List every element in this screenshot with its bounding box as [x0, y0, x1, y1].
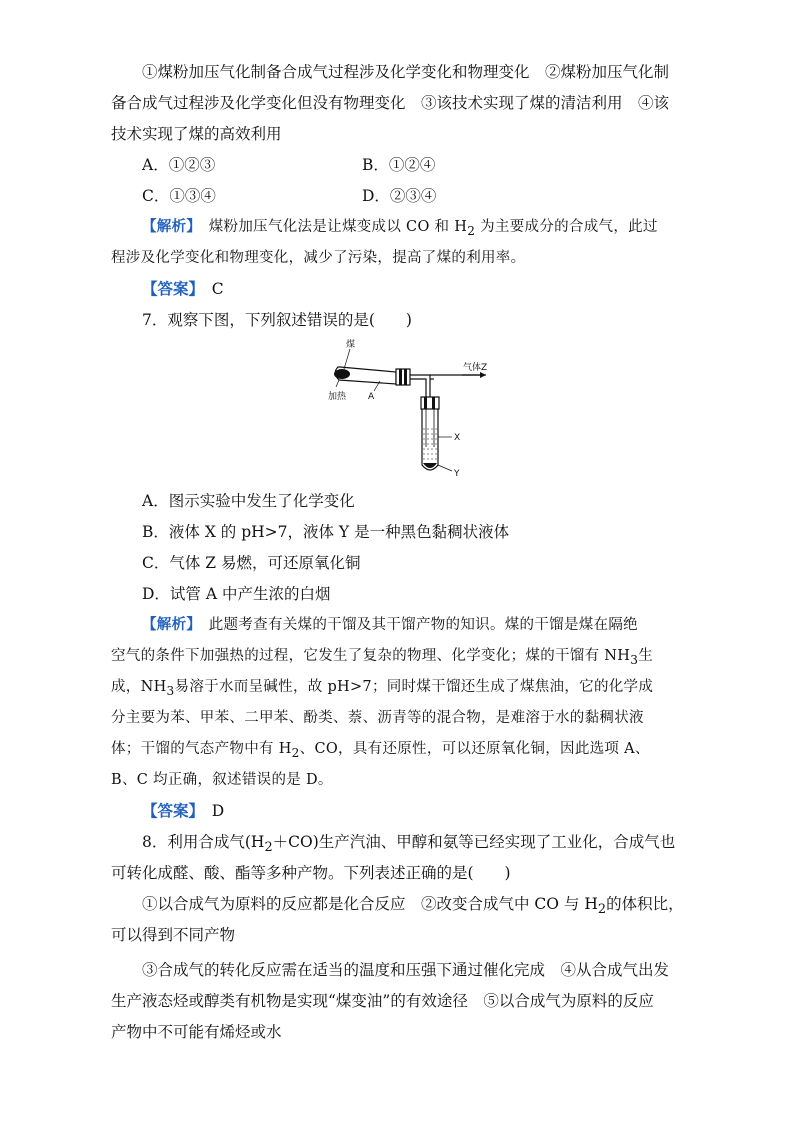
liquid-y [423, 463, 437, 468]
analysis-text: 生 [638, 648, 654, 664]
q6-option-a: A．①②③ [142, 156, 216, 174]
analysis-text: 成，NH [111, 679, 167, 695]
q8-line-6: 生产液态烃或醇类有机物是实现“煤变油”的有效途径 ⑤以合成气为原料的反应 [111, 992, 654, 1010]
q7-option-b: B．液体 X 的 pH>7，液体 Y 是一种黑色黏稠状液体 [142, 523, 510, 541]
analysis-text: 为主要成分的合成气，此过 [475, 219, 658, 235]
analysis-text: 煤粉加压气化法是让煤变成以 CO 和 H [193, 219, 468, 235]
q6-statement-line-1: ①煤粉加压气化制备合成气过程涉及化学变化和物理变化 ②煤粉加压气化制 [142, 63, 670, 81]
test-tube-a [334, 367, 396, 384]
q6-option-d: D．②③④ [362, 187, 437, 205]
answer-value: D [196, 802, 225, 820]
coal-sample [334, 369, 350, 379]
analysis-text: 空气的条件下加强热的过程，它发生了复杂的物理、化学变化；煤的干馏有 NH [111, 648, 631, 664]
label-heat: 加热 [328, 392, 347, 402]
subscript: 2 [264, 840, 273, 856]
q6-statement-line-3: 技术实现了煤的高效利用 [111, 125, 282, 143]
q6-option-c: C．①③④ [142, 187, 216, 205]
delivery-tube [410, 375, 430, 397]
analysis-label: 【解析】 [142, 218, 194, 235]
q6-statement-line-2: 备合成气过程涉及化学变化但没有物理变化 ③该技术实现了煤的清洁利用 ④该 [111, 94, 670, 112]
q7-analysis-line-5 [111, 739, 650, 763]
subscript: 3 [630, 652, 639, 667]
subscript: 2 [467, 223, 476, 238]
subscript: 2 [597, 902, 607, 918]
label-liquid-y: Y [454, 469, 460, 479]
q6-analysis-line-1 [142, 217, 658, 241]
q7-analysis-line-1 [142, 615, 638, 635]
label-gas-z: 气体Z [463, 363, 488, 373]
analysis-text: 易溶于水而呈碱性，故 pH>7；同时煤干馏还生成了煤焦油，它的化学成 [174, 679, 654, 695]
collector-stopper [421, 397, 439, 409]
label-tube-a: A [368, 392, 375, 402]
question-text: ＋CO)生产汽油、甲醇和氨等已经实现了工业化，合成气也 [272, 833, 676, 851]
q8-line-7: 产物中不可能有烯烃或水 [111, 1023, 282, 1041]
statement-text: ①以合成气为原料的反应都是化合反应 ②改变合成气中 CO 与 H [142, 895, 598, 913]
q8-line-1 [142, 832, 675, 858]
q6-answer [142, 279, 224, 299]
analysis-text: 体；干馏的气态产物中有 H [111, 741, 292, 757]
collection-tube [422, 409, 438, 470]
analysis-text: 、CO，具有还原性，可以还原氧化铜，因此选项 A、 [299, 741, 650, 757]
dry-distillation-diagram [326, 337, 496, 479]
q7-analysis-line-4: 分主要为苯、甲苯、二甲苯、酚类、萘、沥青等的混合物，是难溶于水的黏稠状液 [111, 710, 644, 726]
q7-answer [142, 801, 224, 821]
analysis-label: 【解析】 [142, 616, 194, 633]
q8-line-4: 可以得到不同产物 [111, 926, 236, 944]
label-liquid-x: X [454, 433, 461, 443]
q6-analysis-line-2: 程涉及化学变化和物理变化，减少了污染，提高了煤的利用率。 [111, 250, 526, 266]
q7-analysis-line-2 [111, 646, 653, 670]
label-coal: 煤 [346, 340, 356, 350]
q6-option-b: B．①②④ [362, 156, 436, 174]
subscript: 2 [291, 745, 300, 760]
subscript: 3 [166, 683, 175, 698]
question-text: 8．利用合成气(H [142, 833, 265, 851]
q7-option-a: A．图示实验中发生了化学变化 [142, 492, 355, 510]
stopper [396, 369, 410, 385]
answer-label: 【答案】 [142, 279, 197, 298]
q7-option-d: D．试管 A 中产生浓的白烟 [142, 585, 331, 603]
q7-analysis-line-6: B、C 均正确，叙述错误的是 D。 [111, 772, 333, 788]
statement-text: 的体积比， [606, 895, 684, 913]
q7-analysis-line-3 [111, 677, 653, 701]
liquid-x [423, 429, 437, 459]
q7-option-c: C．气体 Z 易燃，可还原氧化铜 [142, 554, 361, 572]
q8-line-5: ③合成气的转化反应需在适当的温度和压强下通过催化完成 ④从合成气出发 [142, 961, 670, 979]
q8-line-3 [142, 894, 684, 920]
analysis-text: 此题考查有关煤的干馏及其干馏产物的知识。煤的干馏是煤在隔绝 [193, 617, 638, 633]
answer-value: C [196, 280, 224, 298]
answer-label: 【答案】 [142, 801, 197, 820]
q8-line-2: 可转化成醛、酸、酯等多种产物。下列表述正确的是( ) [111, 864, 511, 882]
q7-question: 7．观察下图，下列叙述错误的是( ) [142, 311, 412, 329]
